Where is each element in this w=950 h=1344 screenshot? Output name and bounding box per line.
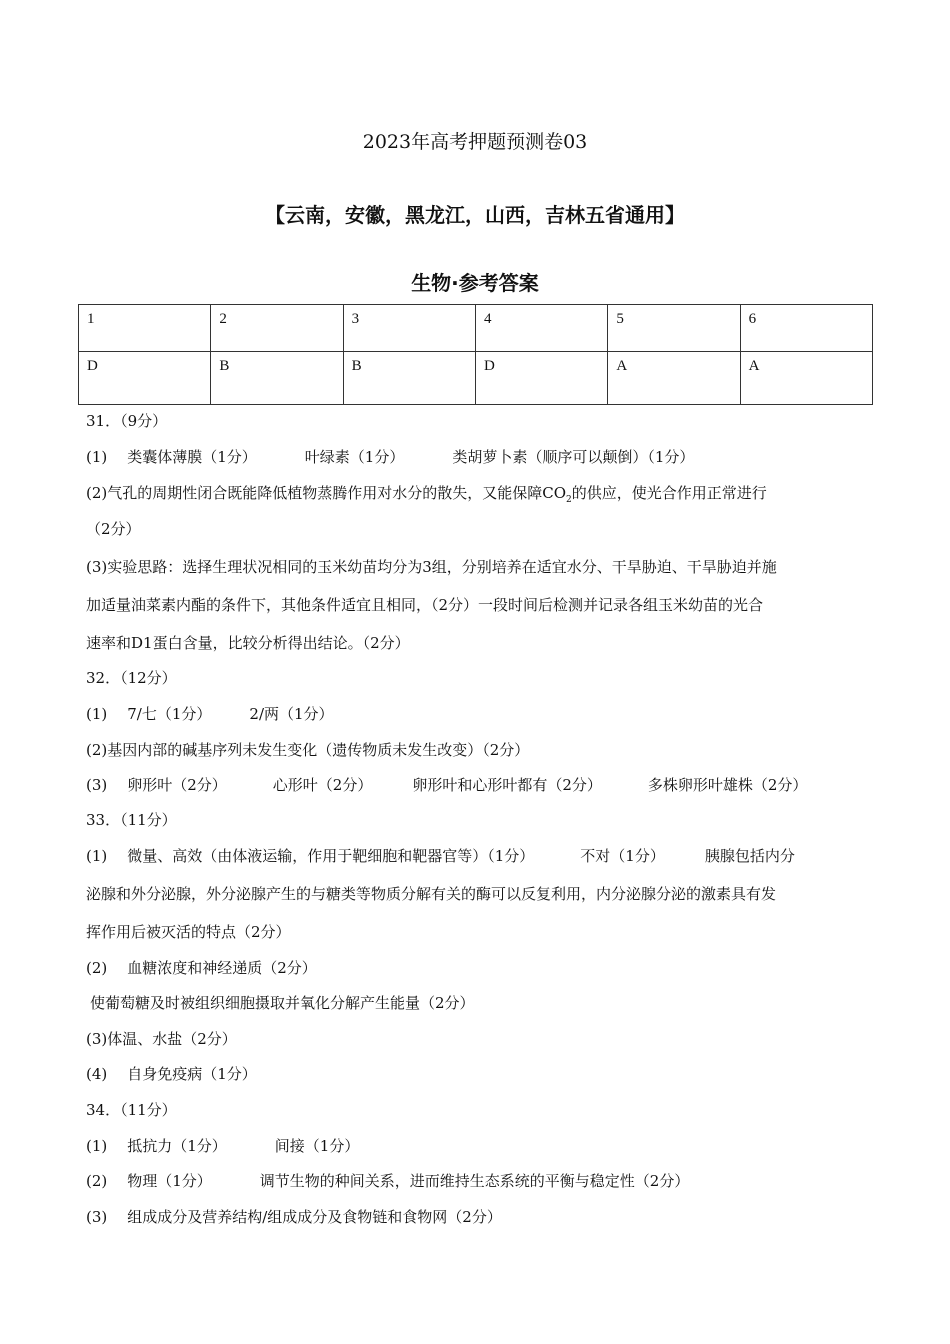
table-row <box>79 305 873 352</box>
answer-line: 泌腺和外分泌腺，外分泌腺产生的与糖类等物质分解有关的酶可以反复利用，内分泌腺分泌的激素具有发 <box>86 885 777 903</box>
answer-line <box>86 1206 502 1227</box>
table-cell: D <box>79 352 211 405</box>
answer-text: 抵抗力（1分） <box>127 1137 227 1155</box>
answer-line: 挥作用后被灭活的特点（2分） <box>86 923 291 941</box>
answer-table <box>78 304 873 405</box>
answer-text: 的供应，使光合作用正常进行 <box>571 484 767 502</box>
answer-line <box>86 1063 257 1084</box>
answer-line: (3)实验思路：选择生理状况相同的玉米幼苗均分为3组，分别培养在适宜水分、干旱胁迫、干旱胁迫并施 <box>86 558 777 576</box>
answer-text: 自身免疫病（1分） <box>127 1065 257 1083</box>
answer-line <box>86 482 767 505</box>
answer-line: 加适量油菜素内酯的条件下，其他条件适宜且相同，（2分）一段时间后检测并记录各组玉米幼苗的光合 <box>86 596 764 614</box>
answer-line <box>86 446 694 467</box>
table-cell: 3 <box>343 305 475 352</box>
answer-text: 卵形叶（2分） <box>127 776 227 794</box>
document-subtitle: 【云南，安徽，黑龙江，山西，吉林五省通用】 <box>265 203 685 227</box>
table-cell: 2 <box>211 305 343 352</box>
question-heading: 34．（11分） <box>86 1101 177 1119</box>
answer-line: 使葡萄糖及时被组织细胞摄取并氧化分解产生能量（2分） <box>90 994 475 1012</box>
part-number: (1) <box>86 847 108 865</box>
answer-line <box>86 845 795 866</box>
answer-text: (2)气孔的周期性闭合既能降低植物蒸腾作用对水分的散失，又能保障CO <box>86 484 567 502</box>
question-heading: 31．（9分） <box>86 412 168 430</box>
table-cell: 6 <box>740 305 872 352</box>
table-cell: B <box>343 352 475 405</box>
table-cell: 5 <box>608 305 740 352</box>
answer-text: 卵形叶和心形叶都有（2分） <box>412 776 602 794</box>
answer-line: (3)体温、水盐（2分） <box>86 1030 237 1048</box>
question-heading: 32．（12分） <box>86 669 177 687</box>
part-number: (4) <box>86 1065 108 1083</box>
answer-line <box>86 703 334 724</box>
answer-line <box>86 1135 359 1156</box>
part-number: (1) <box>86 705 108 723</box>
table-cell: B <box>211 352 343 405</box>
subscript: 2 <box>566 495 572 505</box>
answer-text: 组成成分及营养结构/组成成分及食物链和食物网（2分） <box>127 1208 502 1226</box>
part-number: (3) <box>86 776 108 794</box>
question-heading: 33．（11分） <box>86 811 177 829</box>
answer-text: 7/七（1分） <box>127 705 212 723</box>
part-number: (3) <box>86 1208 108 1226</box>
answer-line <box>86 957 317 978</box>
answer-text: 类囊体薄膜（1分） <box>127 448 257 466</box>
answer-text: 不对（1分） <box>580 847 665 865</box>
table-cell: 4 <box>475 305 607 352</box>
answer-text: 微量、高效（由体液运输，作用于靶细胞和靶器官等）（1分） <box>127 847 535 865</box>
table-cell: A <box>740 352 872 405</box>
answer-text: 多株卵形叶雄株（2分） <box>647 776 808 794</box>
answer-text: 叶绿素（1分） <box>304 448 405 466</box>
answer-text: 物理（1分） <box>127 1172 212 1190</box>
document-title: 2023年高考押题预测卷03 <box>362 131 588 153</box>
part-number: (2) <box>86 1172 108 1190</box>
answer-line: （2分） <box>86 520 141 538</box>
answer-text: 心形叶（2分） <box>272 776 373 794</box>
part-number: (2) <box>86 959 108 977</box>
answer-text: 2/两（1分） <box>249 705 334 723</box>
part-number: (1) <box>86 448 108 466</box>
section-title: 生物·参考答案 <box>411 271 539 295</box>
table-row <box>79 352 873 405</box>
table-cell: A <box>608 352 740 405</box>
answer-text: 间接（1分） <box>274 1137 360 1155</box>
answer-text: 血糖浓度和神经递质（2分） <box>127 959 317 977</box>
answer-line: (2)基因内部的碱基序列未发生变化（遗传物质未发生改变）（2分） <box>86 741 530 759</box>
answer-line <box>86 774 807 795</box>
answer-line <box>86 1170 689 1191</box>
table-cell: 1 <box>79 305 211 352</box>
answer-text: 调节生物的种间关系，进而维持生态系统的平衡与稳定性（2分） <box>259 1172 690 1190</box>
answer-text: 类胡萝卜素（顺序可以颠倒）（1分） <box>452 448 695 466</box>
part-number: (1) <box>86 1137 108 1155</box>
table-cell: D <box>475 352 607 405</box>
answer-text: 胰腺包括内分 <box>704 847 795 865</box>
answer-line: 速率和D1蛋白含量，比较分析得出结论。（2分） <box>86 634 410 652</box>
